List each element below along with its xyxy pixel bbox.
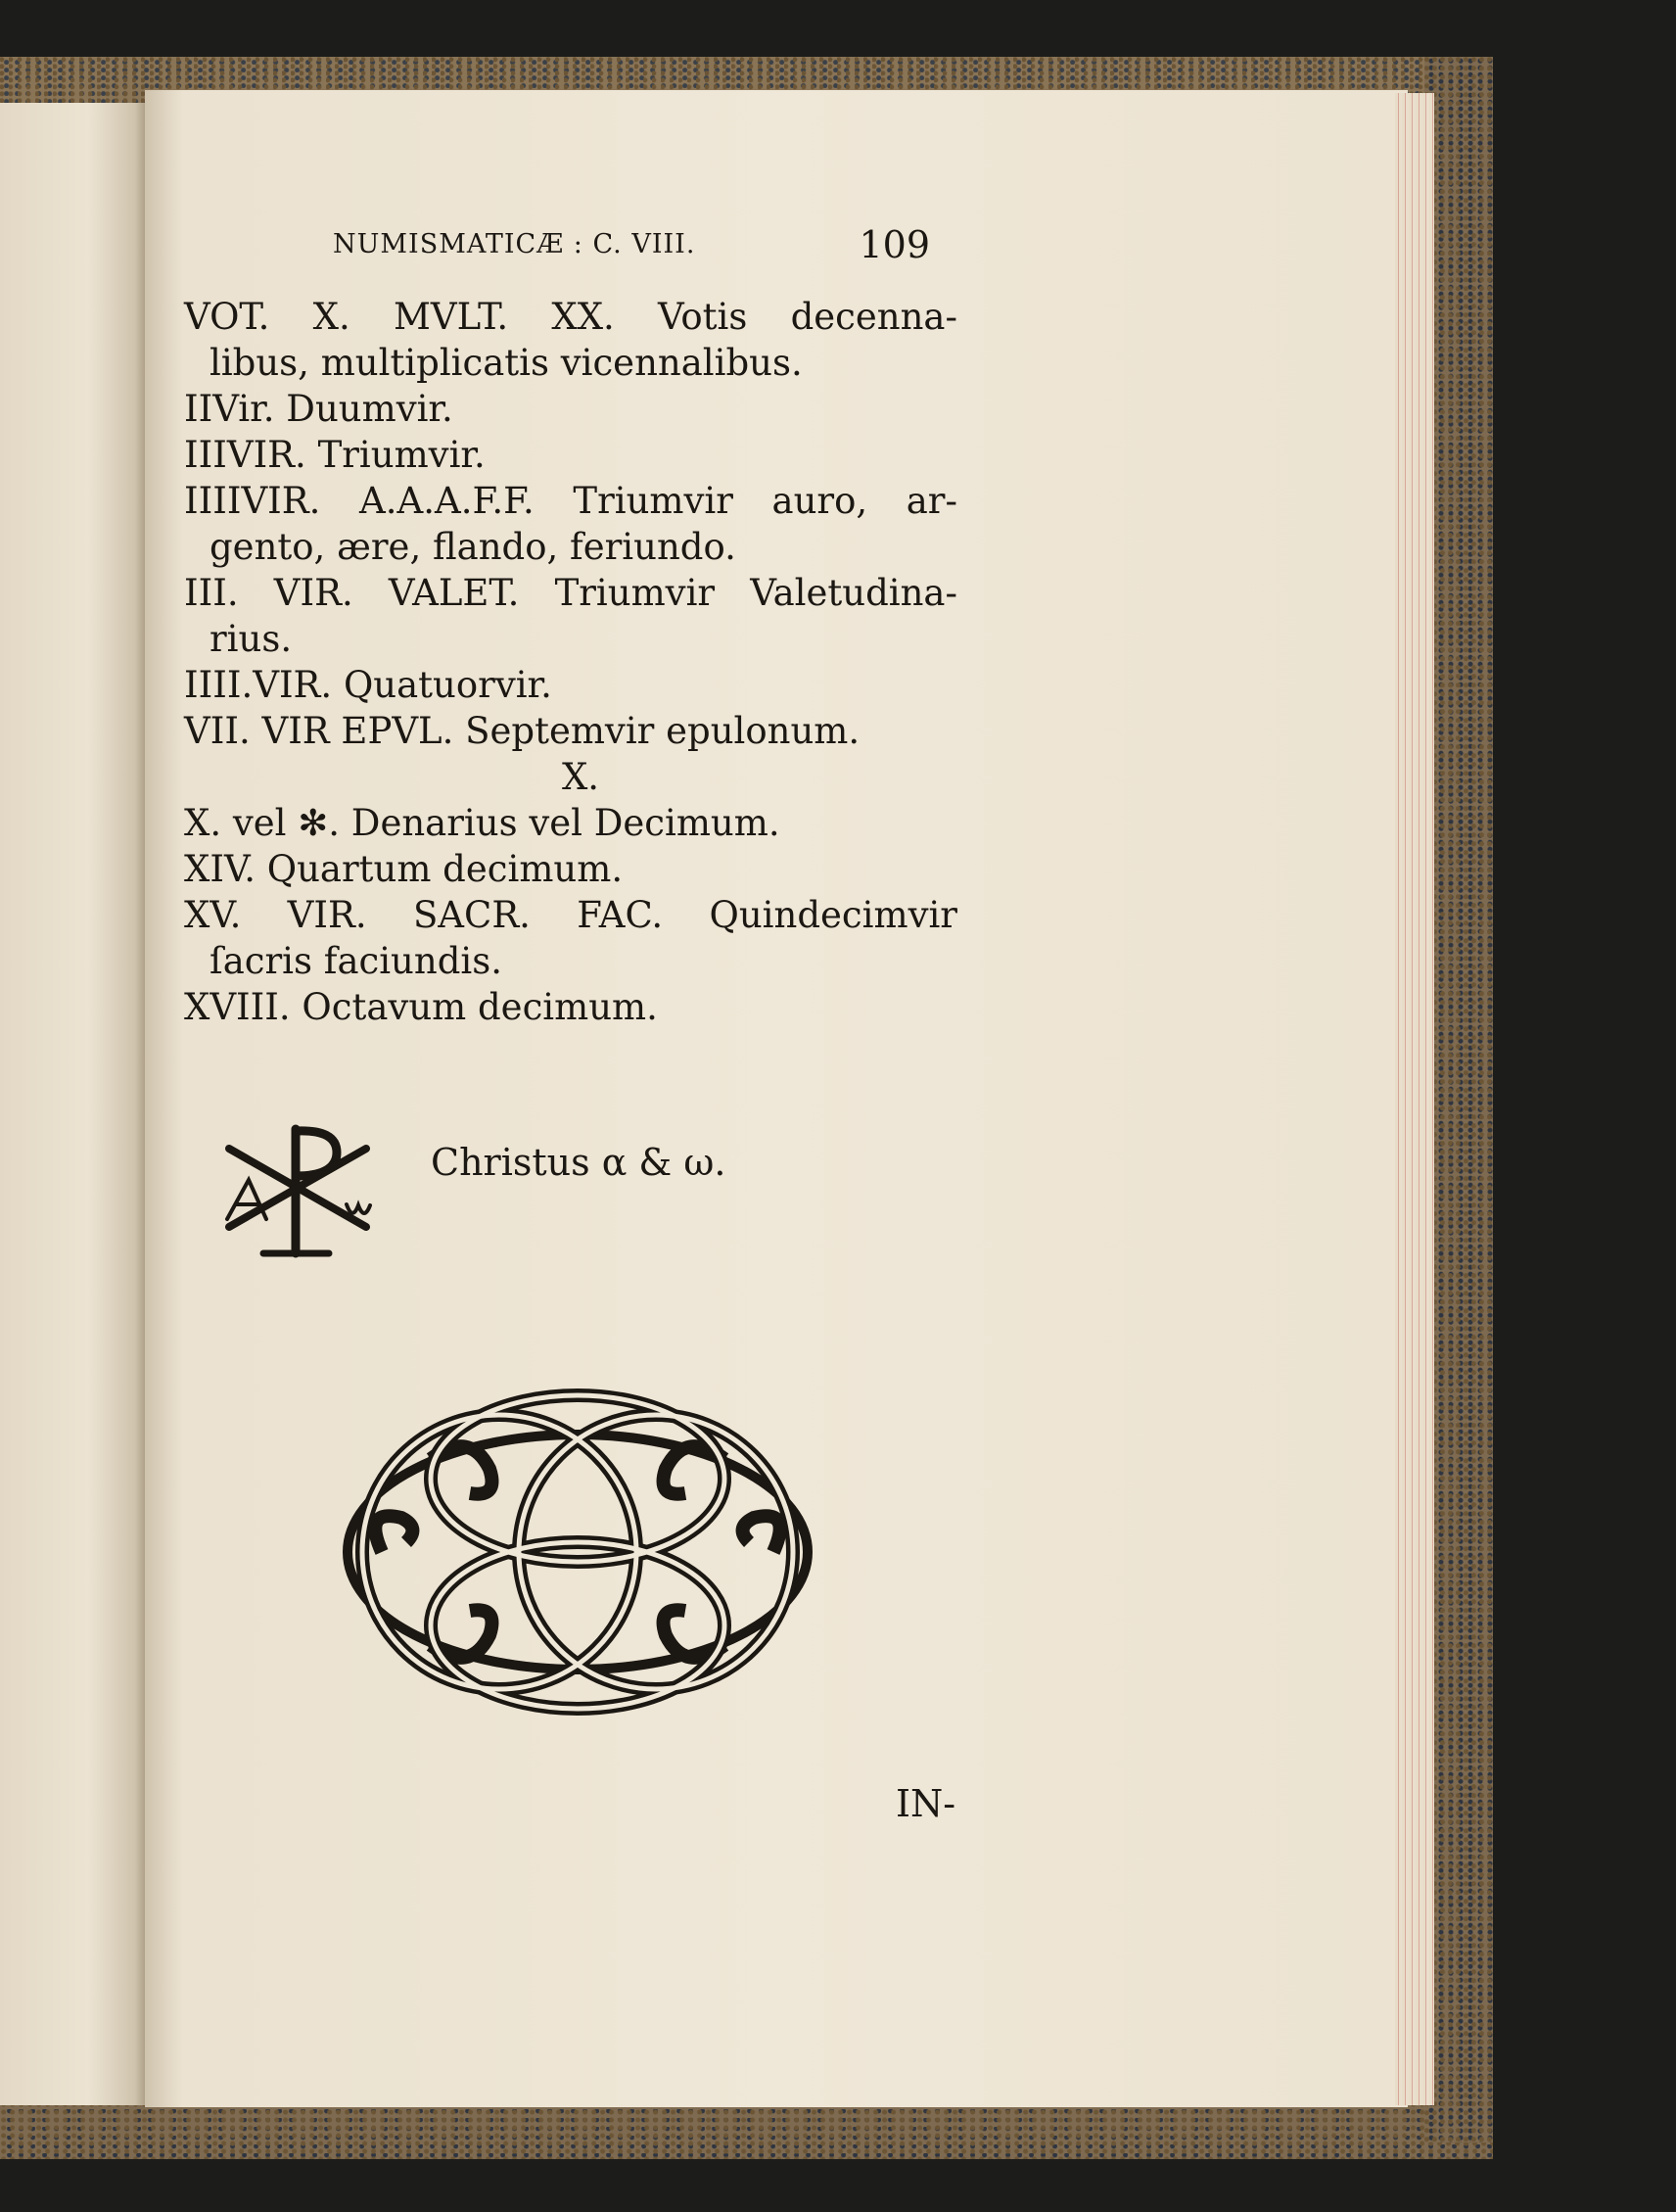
entry-line: XIV. Quartum decimum. bbox=[184, 848, 624, 890]
left-page bbox=[0, 103, 147, 2105]
entry-line: XV. VIR. SACR. FAC. Quindecimvir bbox=[184, 894, 957, 936]
entry-line: X. bbox=[561, 756, 600, 798]
page-edges bbox=[1395, 93, 1434, 2105]
entry-line: III. VIR. VALET. Triumvir Valetudina- bbox=[184, 572, 957, 614]
chi-rho-alpha-omega-monogram bbox=[210, 1111, 405, 1268]
entry-line: IIIIVIR. A.A.A.F.F. Triumvir auro, ar- bbox=[184, 480, 957, 522]
entry-line: XVIII. Octavum decimum. bbox=[184, 986, 658, 1028]
knotwork-ornament bbox=[323, 1371, 832, 1733]
running-head-title: NUMISMATICÆ : C. VIII. bbox=[333, 229, 696, 259]
page-number: 109 bbox=[859, 223, 930, 266]
entry-line: IIIVIR. Triumvir. bbox=[184, 434, 486, 476]
christus-caption: Christus α & ω. bbox=[431, 1141, 726, 1184]
entry-line: rius. bbox=[210, 618, 293, 660]
running-head bbox=[333, 223, 940, 272]
entry-line: gento, ære, flando, feriundo. bbox=[210, 526, 736, 568]
entry-line: VII. VIR EPVL. Septemvir epulonum. bbox=[184, 710, 861, 752]
abbreviation-list bbox=[184, 294, 957, 1030]
entry-line: X. vel ✻. Denarius vel Decimum. bbox=[184, 802, 780, 844]
entry-line: IIII.VIR. Quatuorvir. bbox=[184, 664, 552, 706]
book-board-bottom bbox=[0, 2100, 1493, 2159]
catchword: IN- bbox=[896, 1782, 956, 1825]
entry-line: VOT. X. MVLT. XX. Votis decenna- bbox=[184, 296, 957, 338]
entry-line: IIVir. Duumvir. bbox=[184, 388, 453, 430]
entry-line: libus, multiplicatis vicennalibus. bbox=[210, 342, 803, 384]
entry-line: ſacris faciundis. bbox=[210, 940, 502, 982]
book-board-right bbox=[1424, 57, 1493, 2142]
